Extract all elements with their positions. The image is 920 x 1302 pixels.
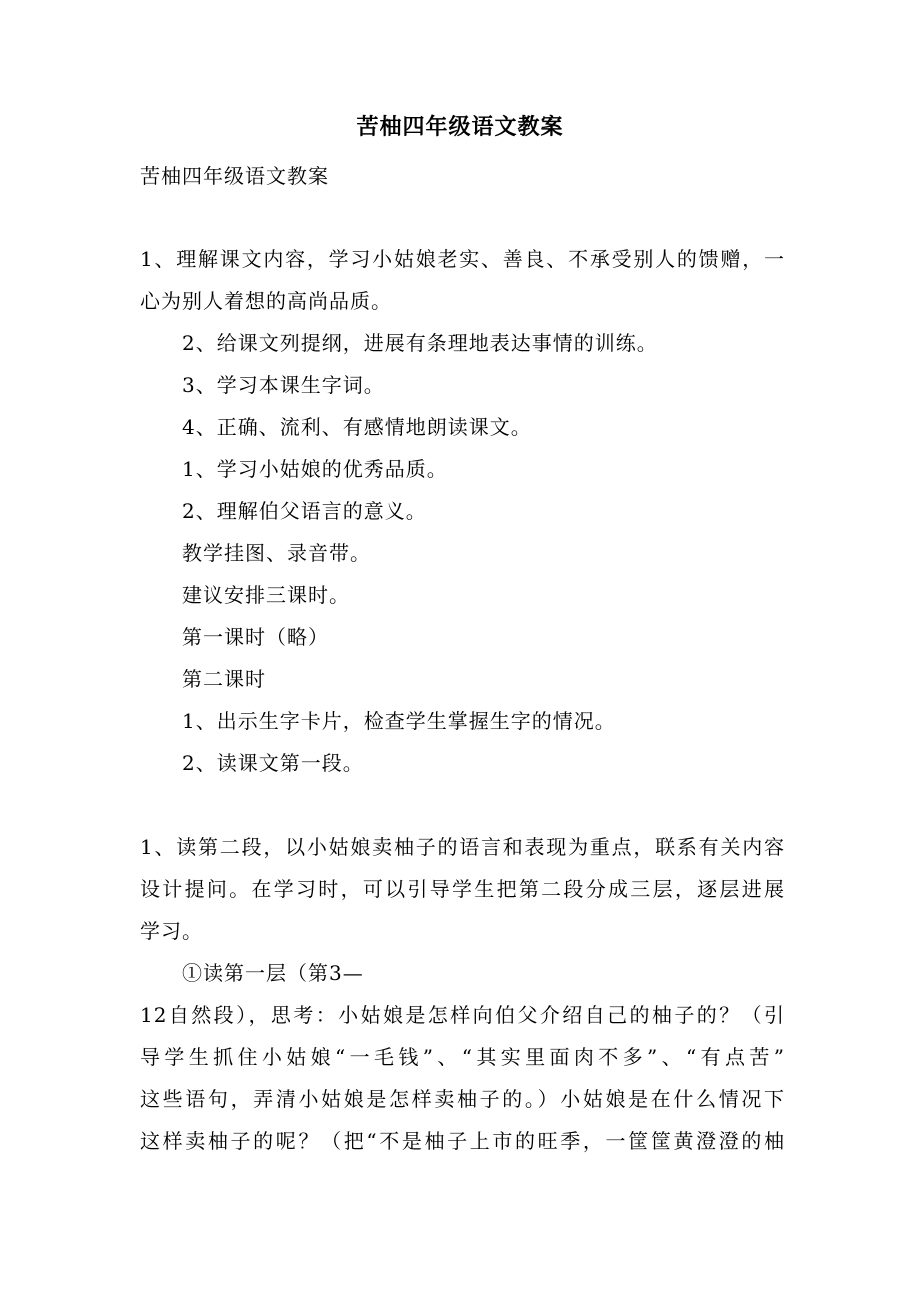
paragraph-line: 2、给课文列提纲，进展有条理地表达事情的训练。 bbox=[182, 331, 658, 355]
paragraph-line: 1、学习小姑娘的优秀品质。 bbox=[182, 457, 448, 481]
paragraph-line: 学习。 bbox=[140, 919, 203, 943]
paragraph-line: 第一课时（略） bbox=[182, 625, 329, 649]
paragraph-line: 2、理解伯父语言的意义。 bbox=[182, 499, 427, 523]
paragraph-line: 12自然段），思考：小姑娘是怎样向伯父介绍自己的柚子的？（引 bbox=[140, 1003, 785, 1027]
paragraph-line: ①读第一层（第3— bbox=[182, 961, 364, 985]
document-subtitle: 苦柚四年级语文教案 bbox=[140, 164, 329, 188]
paragraph-line: 1、出示生字卡片，检查学生掌握生字的情况。 bbox=[182, 709, 616, 733]
paragraph-line: 4、正确、流利、有感情地朗读课文。 bbox=[182, 415, 532, 439]
paragraph-line: 2、读课文第一段。 bbox=[182, 751, 364, 775]
paragraph-line: 设计提问。在学习时，可以引导学生把第二段分成三层，逐层进展 bbox=[140, 877, 785, 901]
paragraph-line: 教学挂图、录音带。 bbox=[182, 541, 371, 565]
paragraph-line: 建议安排三课时。 bbox=[182, 583, 350, 607]
paragraph-line: 1、理解课文内容，学习小姑娘老实、善良、不承受别人的馈赠，一 bbox=[140, 247, 785, 271]
paragraph-line: 心为别人着想的高尚品质。 bbox=[140, 289, 392, 313]
paragraph-line: 1、读第二段，以小姑娘卖柚子的语言和表现为重点，联系有关内容 bbox=[140, 835, 785, 859]
document-title: 苦柚四年级语文教案 bbox=[356, 114, 564, 140]
paragraph-line: 这些语句，弄清小姑娘是怎样卖柚子的。）小姑娘是在什么情况下 bbox=[140, 1087, 785, 1111]
paragraph-line: 3、学习本课生字词。 bbox=[182, 373, 385, 397]
paragraph-line: 第二课时 bbox=[182, 667, 266, 691]
paragraph-line: 导学生抓住小姑娘“一毛钱”、“其实里面肉不多”、“有点苦” bbox=[140, 1045, 785, 1069]
paragraph-line: 这样卖柚子的呢？（把“不是柚子上市的旺季，一筐筐黄澄澄的柚 bbox=[140, 1129, 785, 1153]
